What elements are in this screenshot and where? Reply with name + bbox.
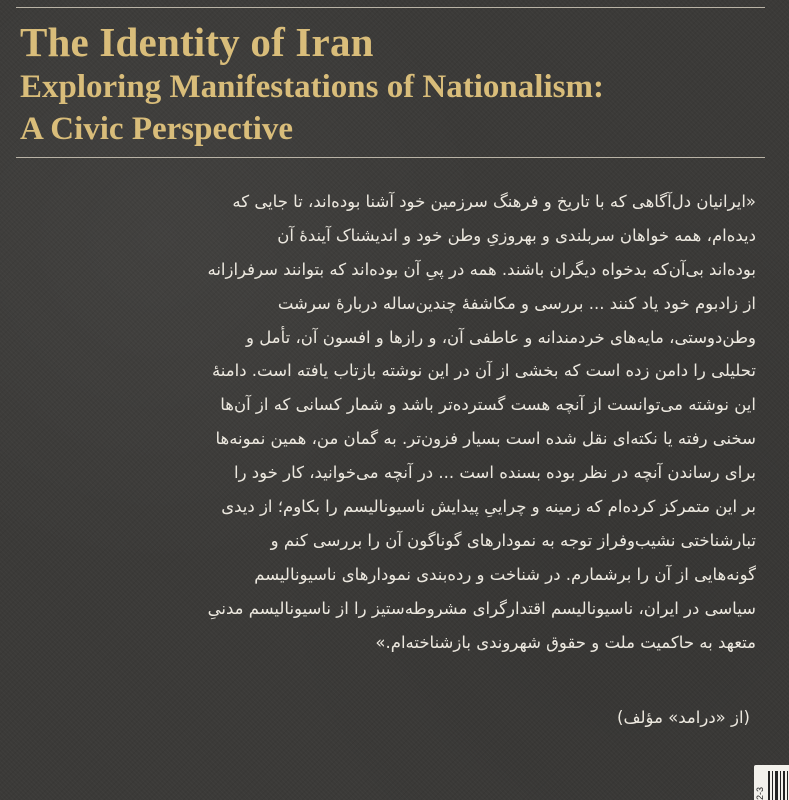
excerpt-line: دیده‌ام، همه خواهان سربلندی و بهروزیِ وطن خود و اندیشناک آیندهٔ آن (277, 225, 756, 245)
excerpt-line: تحلیلی را دامن زده است که بخشی از آن در این نوشته بازتاب یافته است. دامنهٔ (211, 361, 756, 381)
barcode-bar (772, 771, 773, 800)
excerpt-line: بر این متمرکز کرده‌ام که زمینه و چراییِ پیدایش ناسیونالیسم را بکاوم؛ از دیدی (221, 497, 756, 517)
excerpt-line: برای رساندن آنچه در نظر بوده بسنده است ... در آنچه می‌خوانید، کار خود را (233, 463, 756, 483)
excerpt-line: این نوشته می‌توانست از آنچه هست گسترده‌تر باشد و شمار کسانی که از آن‌ها (220, 395, 756, 415)
excerpt-line: وطن‌دوستی، مایه‌های خردمندانه و عاطفی آن، و رازها و افسون آن، تأمل و (246, 327, 756, 347)
barcode-bar (775, 771, 778, 800)
excerpt-line: سیاسی در ایران، ناسیونالیسم اقتدارگرای مشروطه‌ستیز را از ناسیونالیسم مدنیِ (207, 598, 756, 618)
barcode-bar (780, 771, 781, 800)
top-rule (16, 7, 765, 8)
excerpt-line: از زادبوم خود یاد کنند ... بررسی و مکاشفهٔ چندین‌ساله دربارهٔ سرشت (277, 293, 756, 313)
excerpt-line: متعهد به حاکمیت ملت و حقوق شهروندی بازشناخته‌ام.» (375, 632, 756, 652)
excerpt-line: بوده‌اند بی‌آن‌که بدخواه دیگران باشند. همه در پیِ آن بوده‌اند که بتوانند سرفرازانه (207, 259, 756, 279)
barcode (754, 765, 789, 800)
title-divider (16, 157, 765, 158)
barcode-bar (768, 771, 770, 800)
excerpt-line: تبارشناختی نشیب‌وفراز توجه به نمودارهای گوناگون آن را بررسی کنم و (270, 530, 756, 550)
excerpt-source: (از «درامد» مؤلف) (617, 708, 750, 727)
book-title: The Identity of Iran (20, 19, 374, 65)
subtitle-line-2: A Civic Perspective (20, 111, 294, 147)
title-block (20, 18, 720, 150)
persian-excerpt (40, 185, 756, 659)
barcode-number: 2-3 (755, 786, 765, 800)
barcode-bar (787, 771, 788, 800)
subtitle-line-1: Exploring Manifestations of Nationalism: (20, 69, 604, 105)
excerpt-line: سخنی رفته یا نکته‌ای نقل شده است بسیار فزون‌تر. به گمان من، همین نمونه‌ها (215, 429, 756, 449)
excerpt-line: «ایرانیان دل‌آگاهی که با تاریخ و فرهنگ سرزمین خود آشنا بوده‌اند، تا جایی که (232, 192, 756, 211)
excerpt-line: گونه‌هایی از آن را برشمارم. در شناخت و رده‌بندی نمودارهای ناسیونالیسم (254, 564, 756, 584)
barcode-bar (783, 771, 785, 800)
